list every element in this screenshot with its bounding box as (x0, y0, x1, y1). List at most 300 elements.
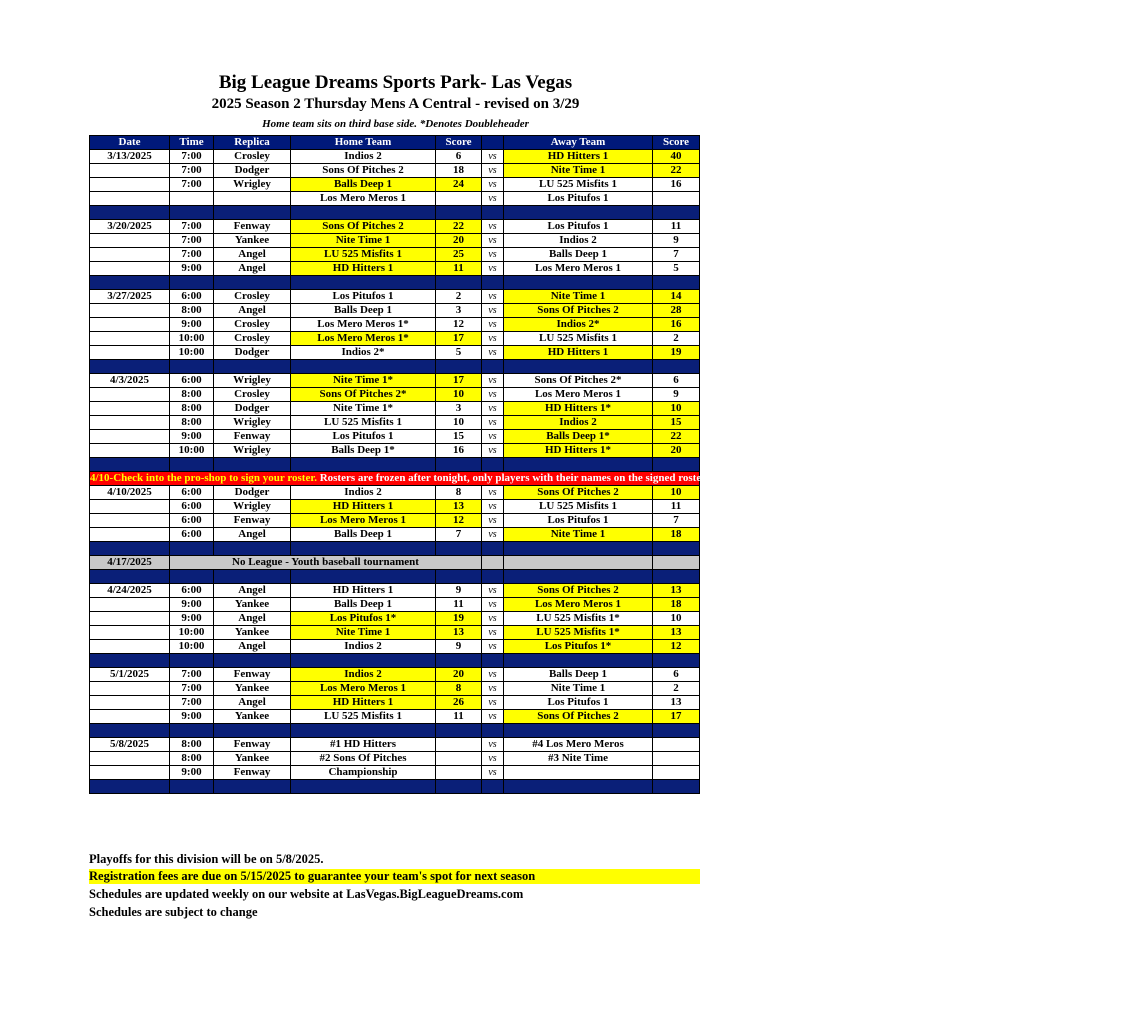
col-away-team: Away Team (504, 136, 653, 150)
game-row (90, 444, 700, 458)
separator-cell (482, 724, 504, 738)
game-date (90, 388, 170, 402)
home-score: 13 (436, 626, 482, 640)
separator-cell (504, 570, 653, 584)
week-separator (90, 458, 700, 472)
separator-cell (436, 724, 482, 738)
game-date: 3/27/2025 (90, 290, 170, 304)
separator-cell (170, 570, 214, 584)
away-team: Nite Time 1 (504, 682, 653, 696)
away-team: LU 525 Misfits 1 (504, 178, 653, 192)
col-home-score: Score (436, 136, 482, 150)
home-team: LU 525 Misfits 1 (291, 710, 436, 724)
game-time: 10:00 (170, 626, 214, 640)
home-team: HD Hitters 1 (291, 262, 436, 276)
page-subtitle: 2025 Season 2 Thursday Mens A Central - revised on 3/29 (211, 96, 580, 112)
separator-cell (504, 780, 653, 794)
home-team: Los Mero Meros 1 (291, 514, 436, 528)
vs-label: vs (482, 318, 504, 332)
game-field: Yankee (214, 682, 291, 696)
away-score: 2 (653, 332, 700, 346)
home-team: Los Mero Meros 1 (291, 682, 436, 696)
away-score: 22 (653, 164, 700, 178)
away-team: Indios 2 (504, 416, 653, 430)
game-field: Angel (214, 528, 291, 542)
game-date: 4/10/2025 (90, 486, 170, 500)
game-date (90, 430, 170, 444)
away-score: 6 (653, 668, 700, 682)
game-row (90, 612, 700, 626)
game-time: 7:00 (170, 234, 214, 248)
home-score: 8 (436, 682, 482, 696)
away-team: Balls Deep 1 (504, 668, 653, 682)
away-team: HD Hitters 1* (504, 402, 653, 416)
game-row (90, 696, 700, 710)
separator-cell (436, 206, 482, 220)
vs-label: vs (482, 584, 504, 598)
home-score: 19 (436, 612, 482, 626)
game-field: Crosley (214, 318, 291, 332)
game-time: 8:00 (170, 738, 214, 752)
home-team: Sons Of Pitches 2 (291, 164, 436, 178)
home-score: 13 (436, 500, 482, 514)
home-team: LU 525 Misfits 1 (291, 248, 436, 262)
home-team: LU 525 Misfits 1 (291, 416, 436, 430)
separator-cell (504, 654, 653, 668)
home-score: 9 (436, 584, 482, 598)
separator-cell (291, 458, 436, 472)
separator-cell (214, 458, 291, 472)
separator-cell (214, 206, 291, 220)
home-team: Los Pitufos 1* (291, 612, 436, 626)
game-date: 5/8/2025 (90, 738, 170, 752)
game-row (90, 486, 700, 500)
vs-label: vs (482, 514, 504, 528)
away-score: 11 (653, 220, 700, 234)
home-score (436, 752, 482, 766)
game-field: Angel (214, 640, 291, 654)
game-row (90, 388, 700, 402)
schedule-body (90, 150, 1125, 794)
week-separator (90, 542, 700, 556)
game-row (90, 332, 700, 346)
away-score: 13 (653, 626, 700, 640)
game-date (90, 234, 170, 248)
home-score: 8 (436, 486, 482, 500)
away-score (653, 752, 700, 766)
game-field: Angel (214, 584, 291, 598)
home-team: Los Mero Meros 1* (291, 332, 436, 346)
game-time: 9:00 (170, 318, 214, 332)
vs-label: vs (482, 528, 504, 542)
game-time: 9:00 (170, 710, 214, 724)
col-home-team: Home Team (291, 136, 436, 150)
game-field: Yankee (214, 598, 291, 612)
game-field: Wrigley (214, 374, 291, 388)
separator-cell (653, 570, 700, 584)
game-time: 10:00 (170, 346, 214, 360)
vs-label: vs (482, 640, 504, 654)
separator-cell (436, 276, 482, 290)
game-field: Crosley (214, 150, 291, 164)
separator-cell (170, 276, 214, 290)
game-row (90, 528, 700, 542)
away-score: 5 (653, 262, 700, 276)
no-league-text: No League - Youth baseball tournament (170, 556, 482, 570)
game-row (90, 192, 700, 206)
game-date (90, 766, 170, 780)
game-field: Dodger (214, 164, 291, 178)
away-team: Nite Time 1 (504, 528, 653, 542)
game-time: 6:00 (170, 528, 214, 542)
game-row (90, 248, 700, 262)
separator-cell (214, 780, 291, 794)
away-team: Los Mero Meros 1 (504, 388, 653, 402)
vs-label: vs (482, 430, 504, 444)
separator-cell (653, 458, 700, 472)
home-score: 18 (436, 164, 482, 178)
away-score: 14 (653, 290, 700, 304)
game-time: 8:00 (170, 388, 214, 402)
game-time: 6:00 (170, 514, 214, 528)
away-team: Sons Of Pitches 2 (504, 584, 653, 598)
game-field: Dodger (214, 402, 291, 416)
game-date (90, 640, 170, 654)
vs-label: vs (482, 500, 504, 514)
game-time: 6:00 (170, 500, 214, 514)
game-time: 9:00 (170, 262, 214, 276)
home-score: 24 (436, 178, 482, 192)
away-team: LU 525 Misfits 1 (504, 500, 653, 514)
vs-label: vs (482, 598, 504, 612)
separator-cell (482, 654, 504, 668)
home-team: Nite Time 1* (291, 374, 436, 388)
away-score: 17 (653, 710, 700, 724)
game-row (90, 738, 700, 752)
home-team: Balls Deep 1 (291, 528, 436, 542)
game-row (90, 150, 700, 164)
separator-cell (291, 724, 436, 738)
separator-cell (504, 458, 653, 472)
separator-cell (482, 570, 504, 584)
vs-label: vs (482, 388, 504, 402)
vs-label: vs (482, 612, 504, 626)
home-team: Balls Deep 1 (291, 304, 436, 318)
home-score: 20 (436, 234, 482, 248)
game-date (90, 332, 170, 346)
separator-cell (170, 780, 214, 794)
home-score: 3 (436, 402, 482, 416)
separator-cell (653, 360, 700, 374)
away-score: 7 (653, 514, 700, 528)
home-team: Balls Deep 1* (291, 444, 436, 458)
game-field: Dodger (214, 346, 291, 360)
game-field: Yankee (214, 626, 291, 640)
game-field: Crosley (214, 332, 291, 346)
separator-cell (504, 276, 653, 290)
game-time: 7:00 (170, 682, 214, 696)
separator-cell (90, 780, 170, 794)
away-team: LU 525 Misfits 1* (504, 612, 653, 626)
away-team: Sons Of Pitches 2 (504, 486, 653, 500)
game-field: Wrigley (214, 500, 291, 514)
separator-cell (291, 276, 436, 290)
home-score: 20 (436, 668, 482, 682)
separator-cell (170, 542, 214, 556)
away-score: 9 (653, 234, 700, 248)
game-time: 6:00 (170, 374, 214, 388)
vs-label: vs (482, 416, 504, 430)
game-row (90, 682, 700, 696)
game-field: Wrigley (214, 178, 291, 192)
game-row (90, 668, 700, 682)
away-team: Indios 2 (504, 234, 653, 248)
away-score: 6 (653, 374, 700, 388)
home-score (436, 766, 482, 780)
away-score: 15 (653, 416, 700, 430)
game-field: Yankee (214, 234, 291, 248)
game-time: 9:00 (170, 598, 214, 612)
home-team: Indios 2 (291, 668, 436, 682)
away-score: 18 (653, 598, 700, 612)
game-row (90, 178, 700, 192)
vs-label: vs (482, 766, 504, 780)
home-team: Nite Time 1* (291, 402, 436, 416)
week-separator (90, 206, 700, 220)
away-score: 13 (653, 696, 700, 710)
away-team: Indios 2* (504, 318, 653, 332)
away-score: 13 (653, 584, 700, 598)
game-row (90, 626, 700, 640)
game-time: 7:00 (170, 220, 214, 234)
away-team: LU 525 Misfits 1* (504, 626, 653, 640)
game-row (90, 346, 700, 360)
separator-cell (214, 276, 291, 290)
separator-cell (291, 542, 436, 556)
away-team: Sons Of Pitches 2 (504, 710, 653, 724)
home-score: 5 (436, 346, 482, 360)
week-separator (90, 360, 700, 374)
footer-registration: Registration fees are due on 5/15/2025 to guarantee your team's spot for next season (89, 869, 700, 884)
home-team: Nite Time 1 (291, 234, 436, 248)
separator-cell (90, 542, 170, 556)
game-row (90, 584, 700, 598)
separator-cell (436, 542, 482, 556)
home-team: #2 Sons Of Pitches (291, 752, 436, 766)
away-team: HD Hitters 1 (504, 346, 653, 360)
vs-label: vs (482, 346, 504, 360)
away-team: Los Pitufos 1 (504, 220, 653, 234)
game-row (90, 598, 700, 612)
game-time: 7:00 (170, 668, 214, 682)
home-team: Los Mero Meros 1 (291, 192, 436, 206)
separator-cell (482, 276, 504, 290)
away-score: 18 (653, 528, 700, 542)
game-field: Angel (214, 612, 291, 626)
vs-label: vs (482, 626, 504, 640)
separator-cell (504, 542, 653, 556)
notice-text: Rosters are frozen after tonight, only players with their names on the signed roster are eligible for playoffs. Please check carefully as changes will not be made for omissions. (316, 472, 1125, 484)
away-team: Los Mero Meros 1 (504, 598, 653, 612)
game-date: 4/3/2025 (90, 374, 170, 388)
page-note: Home team sits on third base side. *Denotes Doubleheader (262, 118, 529, 130)
week-separator (90, 570, 700, 584)
separator-cell (653, 724, 700, 738)
away-score (653, 766, 700, 780)
vs-label: vs (482, 220, 504, 234)
game-date: 3/20/2025 (90, 220, 170, 234)
game-field: Fenway (214, 668, 291, 682)
col-time: Time (170, 136, 214, 150)
home-score: 22 (436, 220, 482, 234)
separator-cell (214, 542, 291, 556)
game-row (90, 640, 700, 654)
game-row (90, 416, 700, 430)
vs-label: vs (482, 402, 504, 416)
separator-cell (291, 360, 436, 374)
away-score: 28 (653, 304, 700, 318)
away-score (653, 738, 700, 752)
home-score (436, 738, 482, 752)
vs-label: vs (482, 710, 504, 724)
game-field: Angel (214, 248, 291, 262)
separator-cell (436, 780, 482, 794)
game-date: 4/17/2025 (90, 556, 170, 570)
game-time: 7:00 (170, 164, 214, 178)
away-team: HD Hitters 1 (504, 150, 653, 164)
separator-cell (170, 206, 214, 220)
game-row (90, 430, 700, 444)
separator-cell (504, 206, 653, 220)
game-date (90, 248, 170, 262)
separator-cell (504, 360, 653, 374)
week-separator (90, 780, 700, 794)
home-score (436, 192, 482, 206)
separator-cell (214, 360, 291, 374)
vs-label: vs (482, 486, 504, 500)
game-date (90, 710, 170, 724)
home-score: 6 (436, 150, 482, 164)
away-score: 10 (653, 486, 700, 500)
game-time: 8:00 (170, 402, 214, 416)
game-time: 6:00 (170, 486, 214, 500)
away-team: #4 Los Mero Meros (504, 738, 653, 752)
separator-cell (291, 570, 436, 584)
separator-cell (90, 276, 170, 290)
footer-website: Schedules are updated weekly on our website at LasVegas.BigLeagueDreams.com (89, 887, 524, 901)
home-score: 12 (436, 318, 482, 332)
game-row (90, 304, 700, 318)
home-score: 9 (436, 640, 482, 654)
away-score: 7 (653, 248, 700, 262)
away-score: 19 (653, 346, 700, 360)
separator-cell (90, 458, 170, 472)
away-team: Los Pitufos 1 (504, 192, 653, 206)
away-team: Nite Time 1 (504, 290, 653, 304)
separator-cell (90, 360, 170, 374)
game-date: 4/24/2025 (90, 584, 170, 598)
vs-label: vs (482, 696, 504, 710)
page-title: Big League Dreams Sports Park- Las Vegas (218, 72, 573, 93)
away-score: 12 (653, 640, 700, 654)
away-score (653, 192, 700, 206)
home-team: Los Mero Meros 1* (291, 318, 436, 332)
away-team: Nite Time 1 (504, 164, 653, 178)
home-team: Indios 2* (291, 346, 436, 360)
game-row (90, 164, 700, 178)
vs-label: vs (482, 262, 504, 276)
game-time: 7:00 (170, 178, 214, 192)
separator-cell (291, 654, 436, 668)
home-team: HD Hitters 1 (291, 584, 436, 598)
home-score: 10 (436, 416, 482, 430)
game-row (90, 402, 700, 416)
home-team: Championship (291, 766, 436, 780)
game-date (90, 416, 170, 430)
home-score: 15 (436, 430, 482, 444)
separator-cell (214, 724, 291, 738)
separator-cell (291, 780, 436, 794)
vs-label: vs (482, 290, 504, 304)
game-date (90, 682, 170, 696)
game-field: Fenway (214, 430, 291, 444)
game-row (90, 514, 700, 528)
away-team: Balls Deep 1* (504, 430, 653, 444)
week-separator (90, 724, 700, 738)
game-time: 7:00 (170, 696, 214, 710)
game-time: 10:00 (170, 444, 214, 458)
away-score: 9 (653, 388, 700, 402)
away-score: 16 (653, 178, 700, 192)
game-field: Crosley (214, 388, 291, 402)
game-row (90, 318, 700, 332)
empty-cell (482, 556, 504, 570)
game-time: 9:00 (170, 766, 214, 780)
home-score: 10 (436, 388, 482, 402)
game-field: Yankee (214, 710, 291, 724)
no-league-row (90, 556, 700, 570)
vs-label: vs (482, 752, 504, 766)
game-date (90, 192, 170, 206)
separator-cell (170, 654, 214, 668)
home-team: HD Hitters 1 (291, 500, 436, 514)
home-team: Los Pitufos 1 (291, 290, 436, 304)
game-date: 5/1/2025 (90, 668, 170, 682)
game-date: 3/13/2025 (90, 150, 170, 164)
away-team: HD Hitters 1* (504, 444, 653, 458)
empty-cell (504, 556, 653, 570)
game-date (90, 262, 170, 276)
separator-cell (436, 570, 482, 584)
footer-disclaimer: Schedules are subject to change (89, 905, 258, 919)
vs-label: vs (482, 332, 504, 346)
vs-label: vs (482, 668, 504, 682)
away-score: 40 (653, 150, 700, 164)
separator-cell (170, 724, 214, 738)
game-time: 10:00 (170, 332, 214, 346)
game-row (90, 710, 700, 724)
game-field: Dodger (214, 486, 291, 500)
away-score: 2 (653, 682, 700, 696)
home-score: 11 (436, 710, 482, 724)
home-team: Indios 2 (291, 150, 436, 164)
empty-cell (653, 556, 700, 570)
separator-cell (653, 276, 700, 290)
game-field (214, 192, 291, 206)
vs-label: vs (482, 164, 504, 178)
separator-cell (482, 780, 504, 794)
home-team: Los Pitufos 1 (291, 430, 436, 444)
